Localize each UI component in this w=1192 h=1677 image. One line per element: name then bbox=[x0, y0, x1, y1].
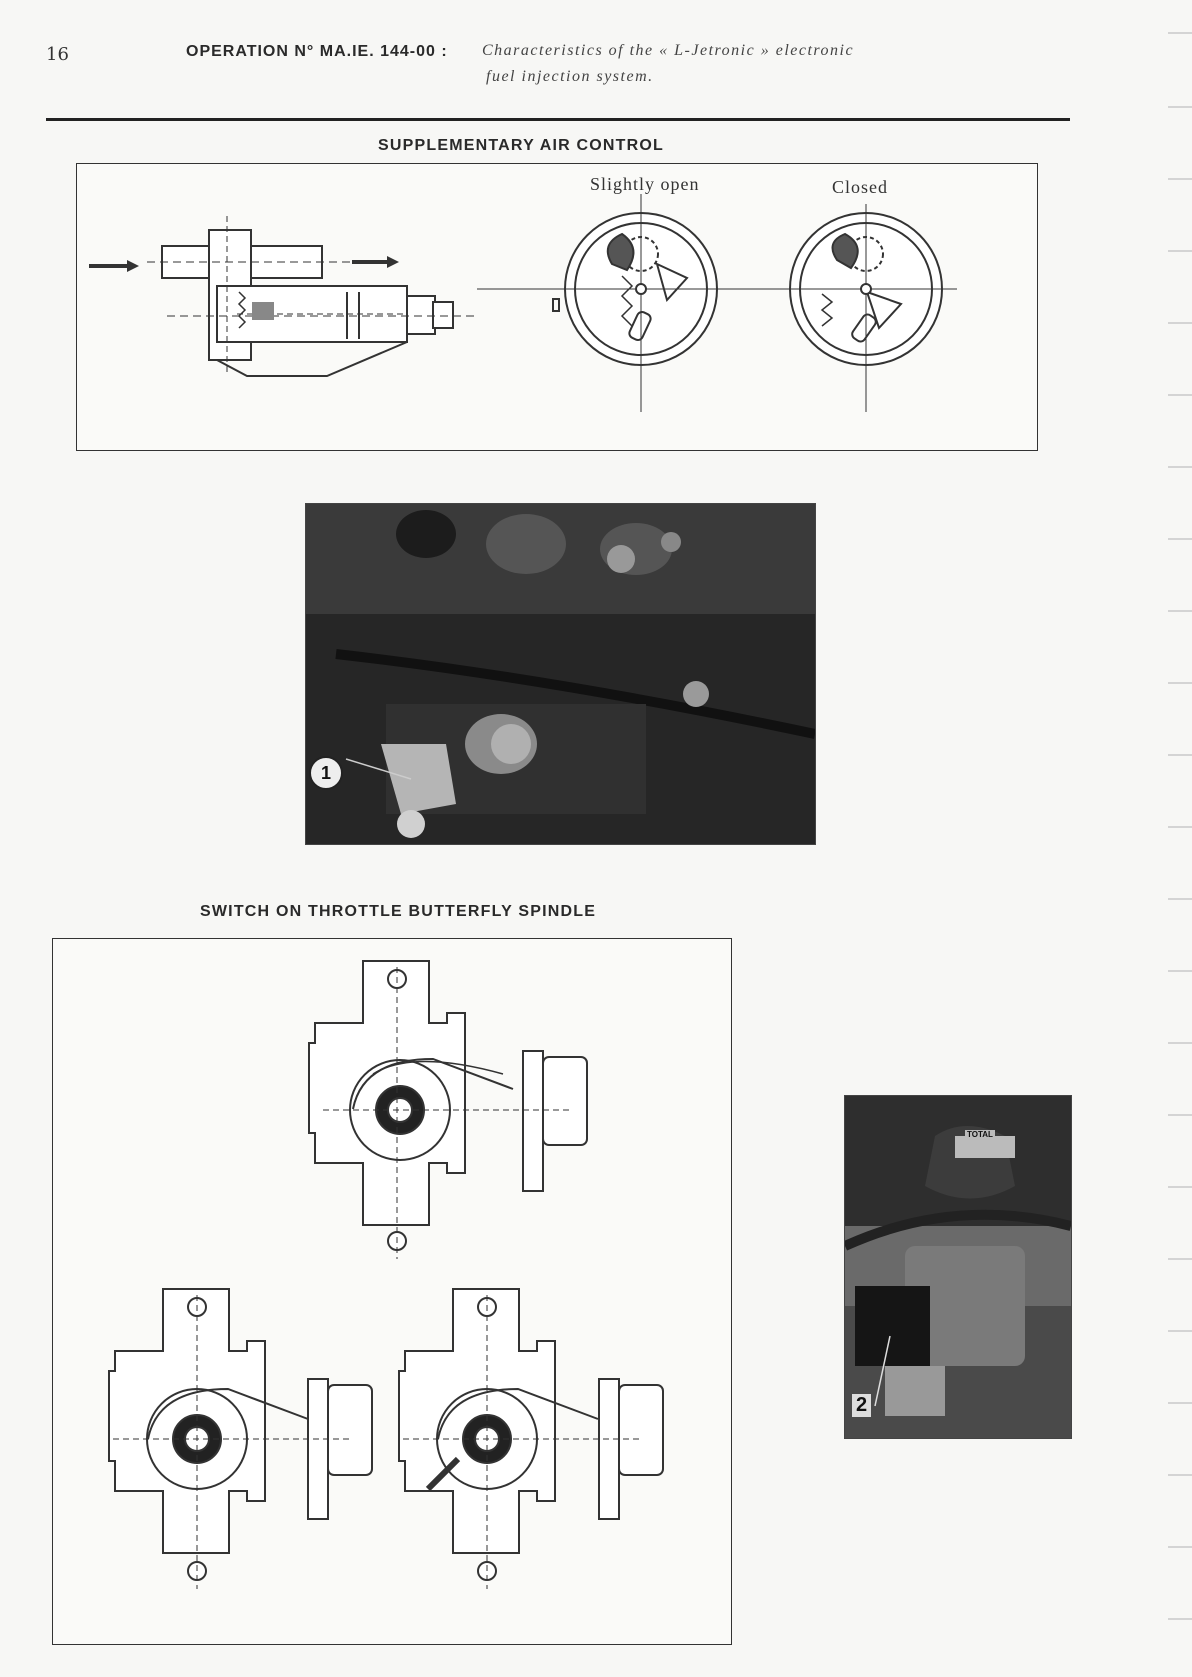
margin-mark bbox=[1168, 394, 1192, 396]
margin-mark bbox=[1168, 538, 1192, 540]
engine-photo-air-control bbox=[305, 503, 816, 845]
header-rule bbox=[46, 118, 1070, 121]
supplementary-air-control-figure bbox=[76, 163, 1038, 451]
throttle-switch-diagrams bbox=[53, 939, 731, 1644]
margin-mark bbox=[1168, 178, 1192, 180]
supplementary-air-valve-diagram bbox=[77, 164, 1037, 450]
label-slightly-open: Slightly open bbox=[590, 174, 700, 194]
margin-mark bbox=[1168, 32, 1192, 34]
margin-mark bbox=[1168, 970, 1192, 972]
engine-photo-illustration bbox=[306, 504, 815, 844]
page-number: 16 bbox=[46, 44, 69, 65]
section-title-switch-throttle: SWITCH ON THROTTLE BUTTERFLY SPINDLE bbox=[200, 903, 597, 920]
total-badge: TOTAL bbox=[967, 1130, 993, 1139]
engine-photo-illustration-2 bbox=[845, 1096, 1071, 1438]
callout-2: 2 bbox=[852, 1394, 871, 1417]
throttle-switch-figure bbox=[52, 938, 732, 1645]
operation-subtitle-line2: fuel injection system. bbox=[486, 68, 654, 85]
operation-title: OPERATION N° MA.IE. 144-00 : bbox=[186, 43, 448, 60]
margin-mark bbox=[1168, 466, 1192, 468]
engine-photo-throttle-switch bbox=[844, 1095, 1072, 1439]
margin-mark bbox=[1168, 322, 1192, 324]
margin-mark bbox=[1168, 1042, 1192, 1044]
callout-1: 1 bbox=[309, 756, 343, 790]
margin-mark bbox=[1168, 1258, 1192, 1260]
margin-mark bbox=[1168, 1402, 1192, 1404]
margin-mark bbox=[1168, 1114, 1192, 1116]
operation-subtitle-line1: Characteristics of the « L-Jetronic » electronic bbox=[482, 42, 855, 59]
margin-mark bbox=[1168, 1618, 1192, 1620]
margin-mark bbox=[1168, 682, 1192, 684]
section-title-supplementary-air-control: SUPPLEMENTARY AIR CONTROL bbox=[378, 137, 665, 154]
margin-mark bbox=[1168, 1546, 1192, 1548]
margin-mark bbox=[1168, 250, 1192, 252]
margin-mark bbox=[1168, 610, 1192, 612]
margin-mark bbox=[1168, 1330, 1192, 1332]
margin-mark bbox=[1168, 106, 1192, 108]
margin-mark bbox=[1168, 1474, 1192, 1476]
margin-mark bbox=[1168, 754, 1192, 756]
margin-mark bbox=[1168, 1186, 1192, 1188]
label-closed: Closed bbox=[832, 177, 889, 197]
margin-mark bbox=[1168, 826, 1192, 828]
margin-mark bbox=[1168, 898, 1192, 900]
